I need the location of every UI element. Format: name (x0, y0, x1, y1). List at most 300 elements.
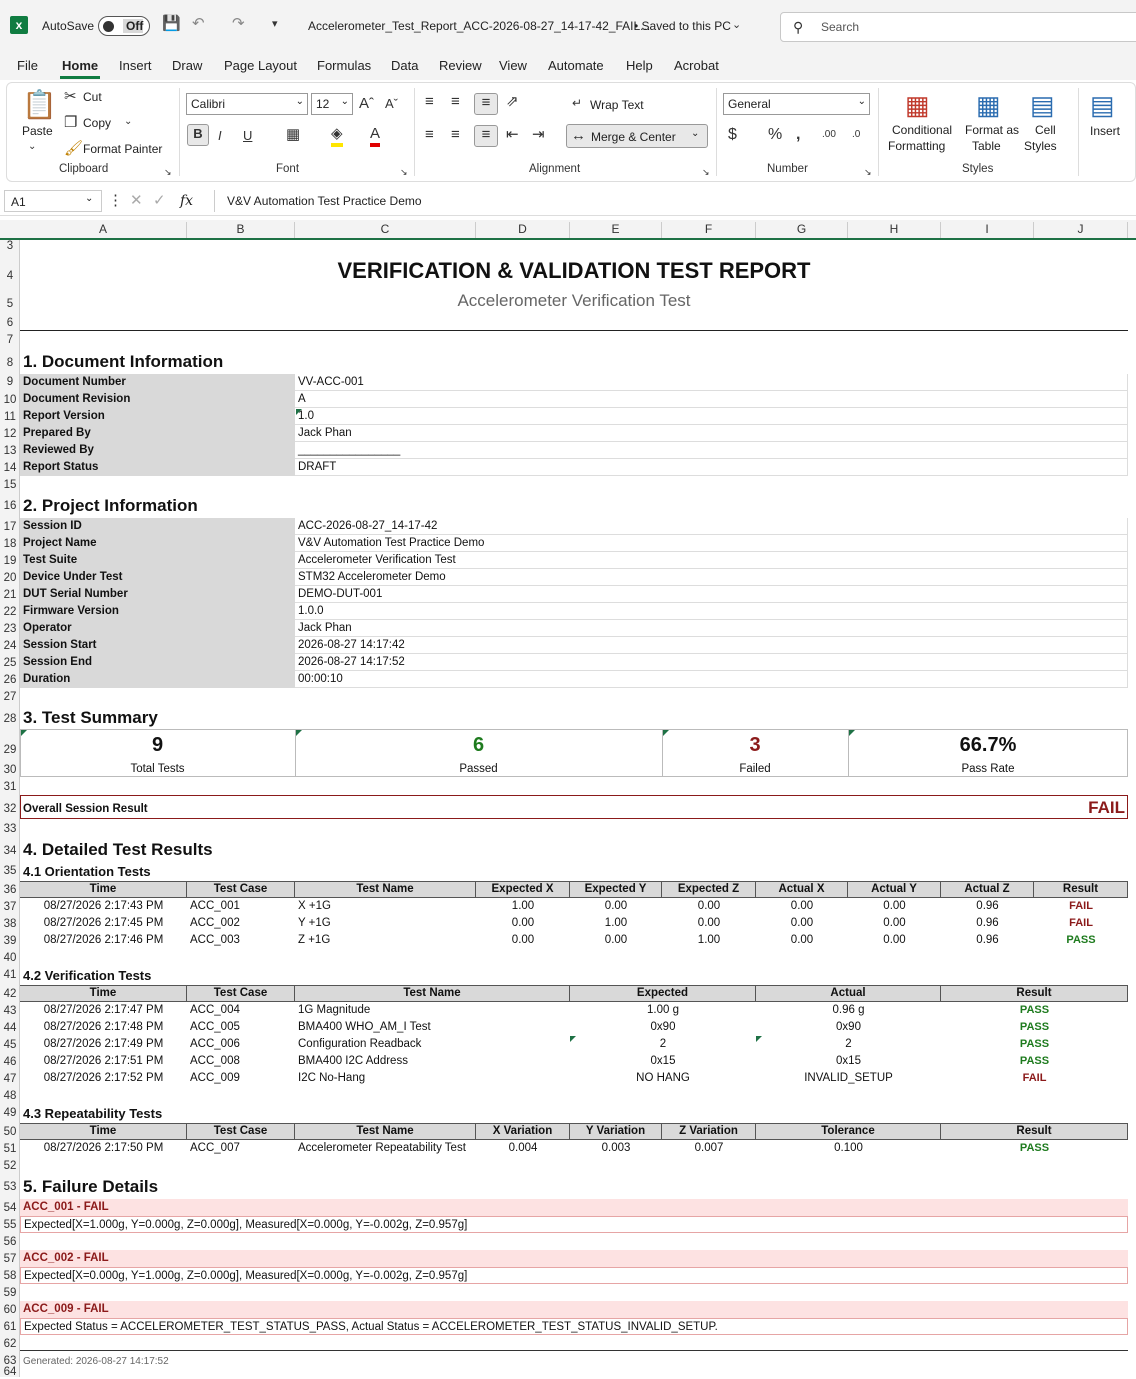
table-cell: 0.003 (601, 1142, 631, 1154)
row-header[interactable]: 30 (3, 764, 17, 776)
column-title: Test Name (295, 881, 476, 898)
project-info-label: Session End (20, 654, 295, 671)
redo-icon[interactable]: ↷ (232, 15, 245, 32)
pass-rate-value: 66.7% (959, 734, 1017, 756)
table-cell: 1.00 g (647, 1004, 679, 1016)
align-left-icon[interactable]: ≡ (425, 126, 434, 143)
column-title: Actual Z (941, 881, 1034, 898)
row-header[interactable]: 26 (3, 674, 17, 686)
row-header[interactable]: 52 (3, 1160, 17, 1172)
row-header[interactable]: 28 (3, 713, 17, 725)
project-info-value[interactable]: 1.0.0 (295, 603, 1128, 620)
row-header[interactable]: 37 (3, 901, 17, 913)
column-title: Result (1034, 881, 1128, 898)
row-header[interactable]: 63 (3, 1355, 17, 1367)
format-painter-icon[interactable]: 🖌 (64, 140, 84, 157)
section-test-summary: 3. Test Summary (23, 708, 158, 727)
table-cell: 0x15 (836, 1055, 861, 1067)
tab-review[interactable]: Review (439, 58, 482, 73)
font-size-combo[interactable] (311, 93, 353, 115)
project-info-value[interactable]: V&V Automation Test Practice Demo (295, 535, 1128, 552)
autosave-toggle[interactable] (98, 16, 150, 36)
number-format-combo[interactable] (723, 93, 870, 115)
row-header[interactable]: 12 (3, 428, 17, 440)
excel-logo-icon: x (10, 16, 28, 34)
conditional-formatting-icon[interactable]: ▦ (905, 90, 930, 120)
failure-title: ACC_002 - FAIL (20, 1250, 1128, 1267)
chevron-down-icon: ⌄ (691, 128, 700, 139)
tab-home[interactable]: Home (62, 58, 99, 73)
table-cell: 08/27/2026 2:17:45 PM (43, 917, 164, 929)
align-right-icon[interactable]: ≡ (474, 125, 498, 147)
failure-title: ACC_009 - FAIL (20, 1301, 1128, 1318)
overall-result-box (20, 795, 1128, 819)
undo-icon[interactable]: ↶ (192, 15, 205, 32)
row-header[interactable]: 43 (3, 1005, 17, 1017)
row-header[interactable]: 15 (3, 479, 17, 491)
table-cell: 0.00 (697, 917, 721, 929)
file-name[interactable]: Accelerometer_Test_Report_ACC-2026-08-27_14-17-42_FAIL... (308, 19, 651, 33)
result-badge: FAIL (1022, 1072, 1047, 1084)
result-badge: PASS (1019, 1004, 1050, 1016)
row-header[interactable]: 51 (3, 1143, 17, 1155)
project-info-label: Project Name (20, 535, 295, 552)
column-title: Expected (570, 985, 756, 1002)
project-info-label: Firmware Version (20, 603, 295, 620)
row-header[interactable]: 41 (3, 969, 17, 981)
column-header[interactable]: B (187, 222, 295, 238)
project-info-value[interactable]: STM32 Accelerometer Demo (295, 569, 1128, 586)
row-header[interactable]: 10 (3, 394, 17, 406)
column-title: Expected X (476, 881, 570, 898)
row-header[interactable]: 23 (3, 623, 17, 635)
row-header[interactable]: 7 (6, 334, 14, 346)
divider (179, 88, 180, 176)
result-badge: FAIL (1069, 917, 1093, 929)
result-badge: PASS (1019, 1055, 1050, 1067)
group-alignment: Alignment (529, 163, 581, 175)
row-header[interactable]: 13 (3, 445, 17, 457)
fill-color-icon[interactable]: ◈ (331, 125, 343, 147)
column-title: Actual (756, 985, 941, 1002)
group-number: Number (767, 163, 808, 175)
table-cell: 0.00 (883, 917, 906, 929)
column-header[interactable]: A (20, 222, 187, 238)
column-title: Actual Y (848, 881, 941, 898)
number-format-value: General (728, 97, 771, 111)
table-cell: NO HANG (636, 1072, 690, 1084)
merge-icon: ↔ (571, 127, 586, 144)
align-middle-icon[interactable]: ≡ (451, 93, 460, 110)
project-info-value[interactable]: 2026-08-27 14:17:52 (295, 654, 1128, 671)
clipboard-launcher-icon[interactable]: ↘ (164, 167, 172, 177)
passed-label: Passed (459, 763, 498, 775)
paste-button[interactable]: Paste (22, 124, 53, 138)
row-header[interactable]: 45 (3, 1039, 17, 1051)
doc-info-value[interactable]: ________________ (295, 442, 1128, 459)
table-cell: 0.96 (976, 917, 999, 929)
tab-insert[interactable]: Insert (119, 58, 152, 73)
decrease-indent-icon[interactable]: ⇤ (506, 126, 519, 143)
project-info-label: Duration (20, 671, 295, 688)
cell-marker (296, 409, 302, 415)
table-cell: ACC_003 (190, 934, 240, 946)
row-header[interactable]: 24 (3, 640, 17, 652)
search-icon: ⚲ (793, 19, 804, 35)
row-header[interactable]: 64 (3, 1366, 17, 1378)
font-size-value: 12 (316, 97, 330, 111)
align-bottom-icon[interactable]: ≡ (474, 93, 498, 115)
project-info-value[interactable]: Jack Phan (295, 620, 1128, 637)
project-info-label: Device Under Test (20, 569, 295, 586)
row-header[interactable]: 59 (3, 1287, 17, 1299)
table-cell: Z +1G (298, 934, 331, 946)
row-header[interactable]: 35 (3, 865, 17, 877)
chevron-down-icon: ⌄ (857, 96, 866, 107)
doc-info-value[interactable]: 1.0 (295, 408, 1128, 425)
chevron-down-icon[interactable]: ⌄ (732, 19, 742, 31)
project-info-label: Test Suite (20, 552, 295, 569)
result-badge: PASS (1066, 934, 1096, 946)
tab-data[interactable]: Data (391, 58, 419, 73)
project-info-value[interactable]: DEMO-DUT-001 (295, 586, 1128, 603)
table-cell: 0.96 (976, 900, 999, 912)
comma-icon[interactable]: , (796, 126, 801, 143)
name-box[interactable] (4, 190, 102, 212)
wrap-text-icon[interactable]: ↵ (572, 96, 583, 110)
row-header[interactable]: 42 (3, 988, 17, 1000)
doc-info-value[interactable]: Jack Phan (295, 425, 1128, 442)
insert-cells-button[interactable]: Insert (1090, 124, 1121, 138)
row-header[interactable]: 32 (3, 803, 17, 815)
table-cell: 0.00 (790, 934, 814, 946)
row-header[interactable]: 33 (3, 823, 17, 835)
project-info-label: Operator (20, 620, 295, 637)
subsection-orientation: 4.1 Orientation Tests (23, 864, 151, 879)
divider (20, 330, 1128, 331)
autosave-label: AutoSave (42, 19, 95, 33)
row-header[interactable]: 20 (3, 572, 17, 584)
project-info-label: Session Start (20, 637, 295, 654)
column-title: Actual X (756, 881, 848, 898)
project-info-label: Session ID (20, 518, 295, 535)
failed-value: 3 (749, 734, 761, 756)
table-cell: 1.00 (697, 934, 721, 946)
row-header[interactable]: 3 (6, 240, 14, 252)
bold-icon[interactable]: B (187, 124, 209, 146)
formula-input[interactable] (214, 190, 1136, 212)
doc-info-value[interactable]: DRAFT (295, 459, 1128, 476)
conditional-formatting-label-2[interactable]: Formatting (888, 139, 946, 153)
font-color-icon[interactable]: A (370, 125, 380, 147)
table-cell: Configuration Readback (298, 1038, 422, 1050)
table-cell: ACC_006 (190, 1038, 240, 1050)
search-box[interactable] (780, 12, 1136, 42)
column-title: Test Case (187, 985, 295, 1002)
row-header[interactable]: 61 (3, 1321, 17, 1333)
format-as-table-label-2[interactable]: Table (972, 139, 1001, 153)
pass-rate-label: Pass Rate (961, 763, 1015, 775)
row-header[interactable]: 57 (3, 1253, 17, 1265)
row-header[interactable]: 31 (3, 781, 17, 793)
column-header[interactable]: I (941, 222, 1034, 238)
table-cell: ACC_005 (190, 1021, 240, 1033)
row-header[interactable]: 50 (3, 1126, 17, 1138)
row-header[interactable]: 39 (3, 935, 17, 947)
row-header[interactable]: 62 (3, 1338, 17, 1350)
row-header[interactable]: 5 (6, 298, 14, 310)
total-tests-value: 9 (151, 734, 164, 756)
table-cell: 08/27/2026 2:17:43 PM (43, 900, 164, 912)
tab-view[interactable]: View (499, 58, 527, 73)
save-status[interactable]: • Saved to this PC (634, 19, 731, 33)
failure-detail: Expected Status = ACCELEROMETER_TEST_STATUS_PASS, Actual Status = ACCELEROMETER_TEST_STATUS_INVALID_SETUP. (20, 1318, 1128, 1335)
insert-function-button[interactable]: fx (180, 193, 194, 209)
decrease-font-icon[interactable]: Aˇ (385, 96, 398, 111)
cell-styles-label-1[interactable]: Cell (1035, 123, 1056, 137)
table-cell: ACC_009 (190, 1072, 240, 1084)
alignment-launcher-icon[interactable]: ↘ (702, 167, 710, 177)
save-icon[interactable]: 💾 (162, 15, 181, 32)
column-header[interactable]: D (476, 222, 570, 238)
subsection-verification: 4.2 Verification Tests (23, 968, 152, 983)
table-cell: ACC_008 (190, 1055, 240, 1067)
table-cell: ACC_002 (190, 917, 240, 929)
tab-automate[interactable]: Automate (548, 58, 604, 73)
row-header[interactable]: 22 (3, 606, 17, 618)
column-title: Z Variation (662, 1123, 756, 1140)
row-header[interactable]: 25 (3, 657, 17, 669)
copy-button[interactable]: Copy (83, 116, 112, 130)
project-info-value[interactable]: 00:00:10 (295, 671, 1128, 688)
copy-icon[interactable]: ❐ (64, 114, 78, 131)
project-info-value[interactable]: ACC-2026-08-27_14-17-42 (295, 518, 1128, 535)
project-info-value[interactable]: Accelerometer Verification Test (295, 552, 1128, 569)
increase-indent-icon[interactable]: ⇥ (532, 126, 545, 143)
row-header[interactable]: 27 (3, 691, 17, 703)
underline-icon[interactable]: U (243, 128, 253, 143)
table-cell: 08/27/2026 2:17:48 PM (43, 1021, 164, 1033)
format-as-table-label-1[interactable]: Format as (965, 123, 1020, 137)
table-cell: 08/27/2026 2:17:51 PM (43, 1055, 164, 1067)
table-cell: ACC_004 (190, 1004, 240, 1016)
column-title: Expected Z (662, 881, 756, 898)
doc-info-label: Report Status (20, 459, 295, 476)
insert-cells-icon[interactable]: ▤ (1090, 90, 1115, 120)
align-center-icon[interactable]: ≡ (451, 126, 460, 143)
column-title: X Variation (476, 1123, 570, 1140)
table-cell: 0x90 (836, 1021, 861, 1033)
orientation-icon[interactable]: ⇗ (506, 93, 519, 110)
table-cell: 08/27/2026 2:17:50 PM (43, 1142, 164, 1154)
active-tab-indicator (60, 76, 100, 79)
cut-icon[interactable]: ✂ (64, 88, 77, 105)
table-cell: I2C No-Hang (298, 1072, 366, 1084)
table-cell: ACC_001 (190, 900, 240, 912)
row-header[interactable]: 4 (6, 270, 14, 282)
doc-info-value[interactable]: A (295, 391, 1128, 408)
column-header[interactable]: H (848, 222, 941, 238)
format-painter-button[interactable]: Format Painter (83, 142, 163, 156)
column-title: Test Case (187, 881, 295, 898)
format-as-table-icon[interactable]: ▦ (976, 90, 1001, 120)
column-title: Test Case (187, 1123, 295, 1140)
table-cell: 0.00 (883, 900, 906, 912)
cancel-icon[interactable]: ✕ (130, 192, 143, 209)
project-info-value[interactable]: 2026-08-27 14:17:42 (295, 637, 1128, 654)
table-cell: INVALID_SETUP (804, 1072, 893, 1084)
failure-title: ACC_001 - FAIL (20, 1199, 1128, 1216)
customize-qat-icon[interactable]: ▾ (272, 18, 278, 30)
report-subtitle: Accelerometer Verification Test (457, 291, 691, 310)
align-top-icon[interactable]: ≡ (425, 93, 434, 110)
result-badge: PASS (1019, 1021, 1050, 1033)
tab-page-layout[interactable]: Page Layout (224, 58, 298, 73)
row-header[interactable]: 38 (3, 918, 17, 930)
subsection-repeatability: 4.3 Repeatability Tests (23, 1106, 163, 1121)
table-cell: 0.96 (976, 934, 999, 946)
chevron-down-icon: ⌄ (85, 193, 94, 204)
row-header[interactable]: 8 (6, 357, 14, 369)
column-header[interactable]: G (756, 222, 848, 238)
row-header[interactable]: 56 (3, 1236, 17, 1248)
font-launcher-icon[interactable]: ↘ (400, 167, 408, 177)
row-header[interactable]: 58 (3, 1270, 17, 1282)
row-header[interactable]: 29 (3, 744, 17, 756)
column-title: Time (20, 881, 187, 898)
row-header[interactable]: 21 (3, 589, 17, 601)
row-header[interactable]: 46 (3, 1056, 17, 1068)
row-header[interactable]: 49 (3, 1107, 17, 1119)
table-cell: 0x90 (650, 1021, 676, 1033)
divider (716, 88, 717, 176)
table-cell: 0.00 (604, 934, 628, 946)
row-header[interactable]: 55 (3, 1219, 17, 1231)
row-header[interactable]: 17 (3, 521, 17, 533)
row-header[interactable]: 16 (3, 500, 17, 512)
column-title: Result (941, 1123, 1128, 1140)
table-cell: Accelerometer Repeatability Test (298, 1142, 466, 1154)
chevron-down-icon: ⌄ (340, 96, 349, 107)
divider (878, 88, 879, 176)
row-header[interactable]: 54 (3, 1202, 17, 1214)
row-header[interactable]: 44 (3, 1022, 17, 1034)
wrap-text-button[interactable]: Wrap Text (590, 98, 644, 112)
table-cell: X +1G (298, 900, 331, 912)
row-header[interactable]: 6 (6, 317, 14, 329)
row-header[interactable]: 48 (3, 1090, 17, 1102)
total-tests-label: Total Tests (130, 763, 185, 775)
result-badge: PASS (1019, 1142, 1050, 1154)
column-header[interactable]: F (662, 222, 756, 238)
cell-styles-icon[interactable]: ▤ (1030, 90, 1055, 120)
group-clipboard: Clipboard (59, 163, 109, 175)
table-cell: BMA400 I2C Address (298, 1055, 408, 1067)
cut-button[interactable]: Cut (83, 90, 102, 104)
tab-formulas[interactable]: Formulas (317, 58, 372, 73)
tab-acrobat[interactable]: Acrobat (674, 58, 719, 73)
merge-center-button[interactable] (566, 124, 708, 148)
row-header[interactable]: 14 (3, 462, 17, 474)
generated-footer: Generated: 2026-08-27 14:17:52 (23, 1356, 169, 1367)
table-cell: 08/27/2026 2:17:46 PM (43, 934, 164, 946)
table-cell: 0.00 (604, 900, 628, 912)
row-header[interactable]: 47 (3, 1073, 17, 1085)
row-header[interactable]: 36 (3, 884, 17, 896)
search-placeholder: Search (821, 20, 860, 34)
project-info-label: DUT Serial Number (20, 586, 295, 603)
row-header[interactable]: 9 (6, 376, 14, 388)
table-cell: 08/27/2026 2:17:49 PM (43, 1038, 164, 1050)
row-header[interactable]: 53 (3, 1181, 17, 1193)
merge-center-label: Merge & Center (591, 130, 676, 144)
table-cell: 08/27/2026 2:17:52 PM (43, 1072, 164, 1084)
font-name-combo[interactable] (186, 93, 308, 115)
name-box-value: A1 (11, 195, 26, 209)
currency-icon[interactable]: $ (728, 126, 737, 143)
paste-chevron-icon[interactable]: ⌄ (28, 141, 37, 152)
tab-help[interactable]: Help (626, 58, 653, 73)
column-title: Y Variation (570, 1123, 662, 1140)
row-header[interactable]: 34 (3, 845, 17, 857)
tab-file[interactable]: File (17, 58, 38, 73)
copy-chevron-icon[interactable]: ⌄ (124, 116, 133, 127)
row-header[interactable]: 11 (4, 411, 16, 423)
decrease-decimal-icon[interactable]: .0 (852, 129, 861, 140)
row-header[interactable]: 60 (3, 1304, 17, 1316)
conditional-formatting-label-1[interactable]: Conditional (892, 123, 953, 137)
column-header[interactable]: E (570, 222, 662, 238)
section-detailed-results: 4. Detailed Test Results (23, 840, 213, 859)
row-header[interactable]: 40 (3, 952, 17, 964)
increase-font-icon[interactable]: Aˆ (359, 95, 374, 112)
number-launcher-icon[interactable]: ↘ (864, 167, 872, 177)
paste-icon[interactable]: 📋 (22, 89, 57, 120)
doc-info-value[interactable]: VV-ACC-001 (295, 374, 1128, 391)
result-badge: PASS (1019, 1038, 1050, 1050)
failure-detail: Expected[X=1.000g, Y=0.000g, Z=0.000g], Measured[X=0.000g, Y=-0.002g, Z=0.957g] (20, 1216, 1128, 1233)
cell-styles-label-2[interactable]: Styles (1024, 139, 1057, 153)
table-cell: 2 (659, 1038, 667, 1050)
enter-icon[interactable]: ✓ (153, 192, 166, 209)
divider (1078, 88, 1079, 176)
borders-icon[interactable]: ▦ (286, 126, 301, 143)
doc-info-label: Document Revision (20, 391, 295, 408)
italic-icon[interactable]: I (218, 128, 222, 143)
column-header[interactable]: C (295, 222, 476, 238)
row-header[interactable]: 18 (3, 538, 17, 550)
passed-value: 6 (472, 734, 485, 756)
table-cell: Y +1G (298, 917, 331, 929)
divider (20, 1350, 1128, 1351)
increase-decimal-icon[interactable]: .00 (822, 129, 836, 140)
overall-result-value: FAIL (1088, 798, 1125, 817)
doc-info-label: Reviewed By (20, 442, 295, 459)
column-title: Expected Y (570, 881, 662, 898)
row-header[interactable]: 19 (3, 555, 17, 567)
column-title: Tolerance (756, 1123, 941, 1140)
table-cell: 0.00 (790, 900, 814, 912)
table-cell: 0.00 (697, 900, 721, 912)
more-options-icon[interactable]: ⋮ (108, 192, 123, 209)
percent-icon[interactable]: % (768, 126, 783, 143)
column-title: Test Name (295, 1123, 476, 1140)
table-cell: ACC_007 (190, 1142, 240, 1154)
column-header[interactable]: J (1034, 222, 1128, 238)
table-cell: 0.00 (511, 934, 535, 946)
table-cell: 0.00 (511, 917, 535, 929)
tab-draw[interactable]: Draw (172, 58, 203, 73)
